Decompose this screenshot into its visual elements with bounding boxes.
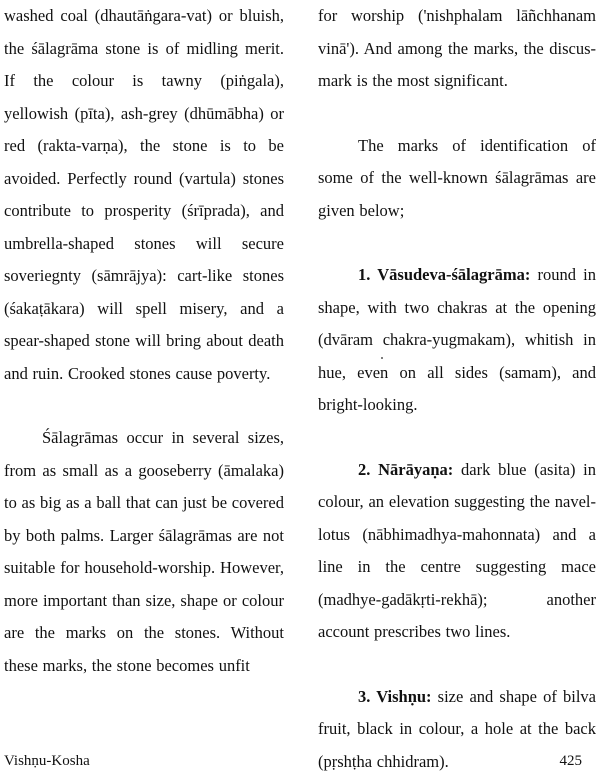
- page-footer: [4, 753, 596, 775]
- item-heading-vishnu: 3. Vishṇu:: [358, 686, 432, 706]
- paragraph-stone-sizes: Śālagrāmas occur in several sizes, from as small as a gooseberry (āmalaka) to as big as a ball that can just be covered by both palms. Larger śālagrāmas are not suitable for household-worship. However, more important than size, shape or colour are the marks on the stones. Without these marks, the stone becomes unfit: [4, 428, 284, 675]
- paragraph-marks-intro: The marks of identification of some of the well-known śālagrāmas are given below;: [318, 135, 596, 220]
- item-text-vishnu: size and shape of bilva fruit, black in colour, a hole at the back (pṛshṭha chhidram).: [318, 686, 596, 771]
- item-heading-narayana: 2. Nārāyaṇa:: [358, 459, 454, 479]
- paragraph-worship-marks: for worship ('nishphalam lāñchhanam vinā'). And among the marks, the discus-mark is the most significant.: [318, 6, 596, 90]
- item-text-vasudeva: round in shape, with two chakras at the opening (dvāram chakra-yugmakam), whitish in hue, even on all sides (samam), and bright-looking.: [318, 265, 596, 414]
- item-heading-vasudeva: 1. Vāsudeva-śālagrāma:: [358, 265, 531, 284]
- list-item-narayana: [318, 454, 596, 649]
- page-number: 425: [559, 753, 582, 769]
- footer-book-title: Vishṇu-Kosha: [4, 753, 90, 769]
- right-column: [318, 0, 596, 778]
- left-column: [4, 0, 284, 682]
- list-item-vasudeva: [318, 259, 596, 422]
- item-text-narayana: dark blue (asita) in colour, an elevation suggesting the navel-lotus (nābhimadhya-mahonnata) and a line in the centre suggesting mace (madhye-gadākṛti-rekhā); another account prescribes two lines.: [318, 459, 597, 641]
- print-speck: [381, 357, 383, 359]
- paragraph-stone-colours-shapes: washed coal (dhautāṅgara-vat) or bluish, the śālagrāma stone is of midling merit. If the colour is tawny (piṅgala), yellowish (pīta), ash-grey (dhūmābha) or red (rakta-varṇa), the stone is to be avoided. Perfectly round (vartula) stones contribute to prosperity (śrīprada), and umbrella-shaped stones will secure soveriegnty (sāmrājya): cart-like stones (śakaṭākara) will spell misery, and a spear-shaped stone will bring about death and ruin. Crooked stones cause poverty.: [4, 6, 284, 383]
